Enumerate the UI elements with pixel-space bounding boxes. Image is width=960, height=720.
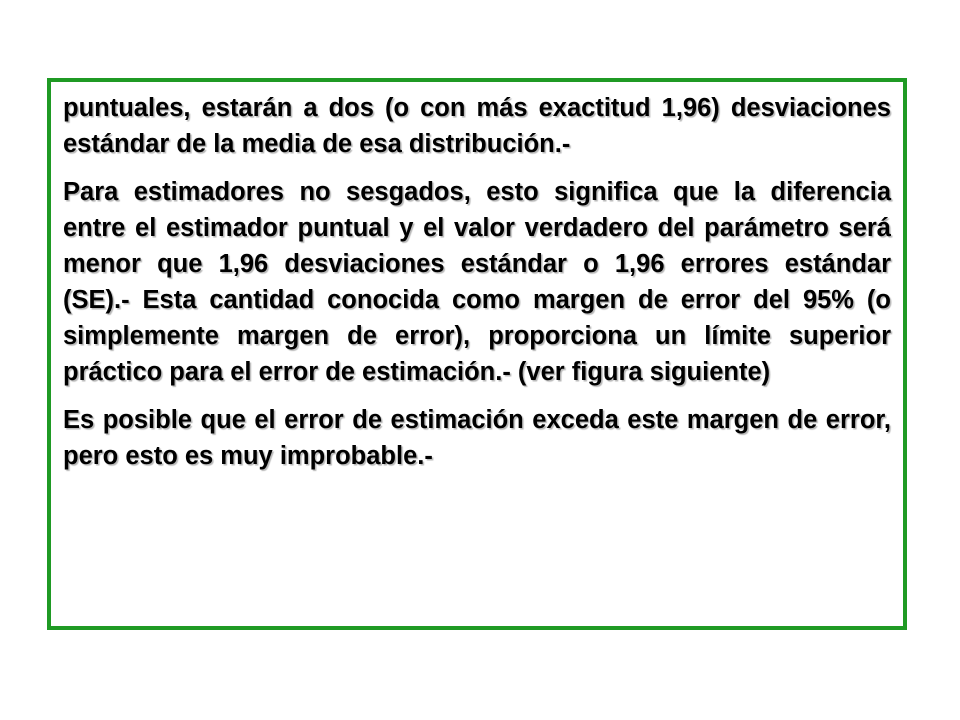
paragraph-continuation: puntuales, estarán a dos (o con más exactitud 1,96) desviaciones estándar de la media de esa distribución.- (63, 94, 891, 158)
paragraph-unbiased-estimators: Para estimadores no sesgados, esto significa que la diferencia entre el estimador puntual y el valor verdadero del parámetro será menor que 1,96 desviaciones estándar o 1,96 errores estándar (SE).- Esta cantidad conocida como margen de error del 95% (o simplemente margen de error), proporciona un límite superior práctico para el error de estimación.- (ver figura siguiente) (63, 178, 891, 386)
text-box (47, 78, 907, 630)
paragraph-error-exceed: Es posible que el error de estimación exceda este margen de error, pero esto es muy improbable.- (63, 406, 891, 470)
